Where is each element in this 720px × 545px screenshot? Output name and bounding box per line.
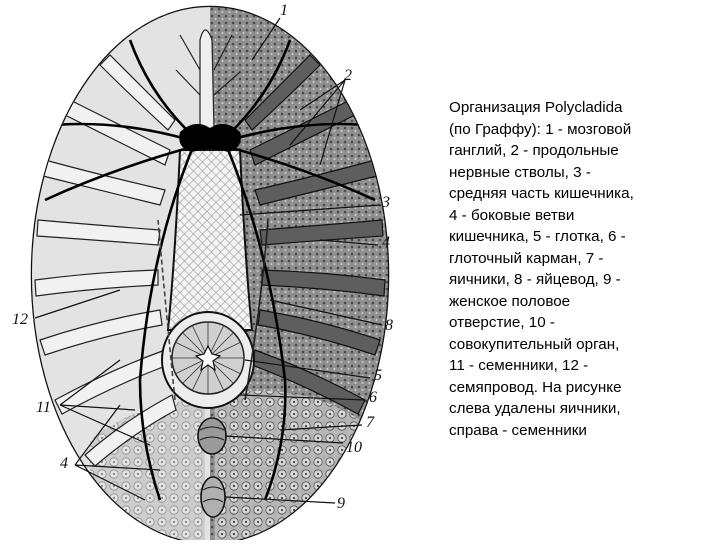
label-10: 10	[346, 439, 362, 456]
label-2: 2	[344, 67, 352, 84]
label-4-left: 4	[60, 455, 68, 472]
label-6: 6	[369, 389, 377, 406]
label-8: 8	[385, 317, 393, 334]
label-1: 1	[280, 2, 288, 19]
label-11: 11	[36, 399, 51, 416]
label-7: 7	[366, 414, 374, 431]
label-3: 3	[382, 194, 390, 211]
anterior-gut-branch	[200, 30, 214, 130]
figure-caption: Организация Polycladida (по Граффу): 1 - мозговой ганглий, 2 - продольные нервные стволы, 3 - средняя часть кишечника, 4 - боковые ветви кишечника, 5 - глотка, 6 - глоточный карман, 7 - яичники, 8 - яйцевод, 9 - женское половое отверстие, 10 - совокупительный орган, 11 - семенники, 12 - семяпровод. На рисунке слева удалены яичники, справа - семенники	[449, 99, 634, 439]
label-5: 5	[374, 367, 382, 384]
label-4-right: 4	[382, 234, 390, 251]
label-12: 12	[12, 311, 28, 328]
brain-ganglion	[179, 124, 241, 152]
copulatory-organ	[198, 418, 226, 454]
label-9: 9	[337, 495, 345, 512]
female-opening-organ	[201, 477, 225, 517]
